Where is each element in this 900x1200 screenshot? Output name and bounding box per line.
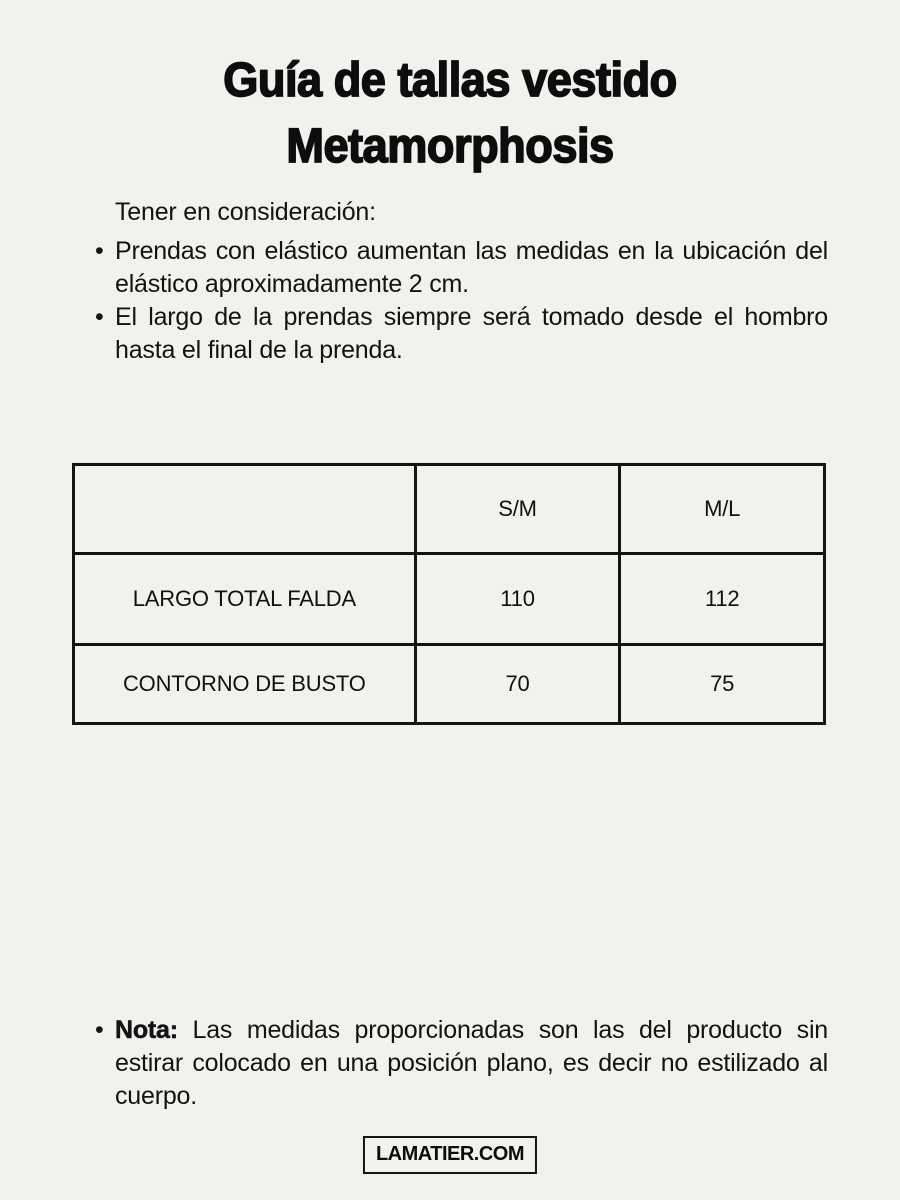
note-item	[95, 1014, 828, 1113]
value-busto-sm: 70	[415, 645, 620, 724]
considerations-section	[95, 196, 828, 367]
note-text: Las medidas proporcionadas son las del producto sin estirar colocado en una posición plano, es decir no estilizado al cuerpo.	[115, 1016, 829, 1110]
value-largo-ml: 112	[620, 554, 825, 645]
row-label-contorno-de-busto: CONTORNO DE BUSTO	[74, 645, 416, 724]
note-section	[95, 1014, 828, 1113]
considerations-heading: Tener en consideración:	[115, 198, 376, 226]
size-table	[72, 463, 826, 725]
table-row	[74, 645, 825, 724]
footer-brand-box	[363, 1136, 537, 1174]
consideration-item: • Prendas con elástico aumentan las medidas en la ubicación del elástico aproximadamente 2 cm.	[95, 235, 828, 301]
page-title-wrap	[27, 48, 873, 180]
value-largo-sm: 110	[415, 554, 620, 645]
footer-brand: LAMATIER.COM	[375, 1143, 525, 1165]
size-table-corner-cell	[74, 465, 416, 554]
size-table-col-ml: M/L	[620, 465, 825, 554]
size-table-col-sm: S/M	[415, 465, 620, 554]
table-row	[74, 554, 825, 645]
page-title: Guía de tallas vestido Metamorphosis	[223, 54, 677, 173]
consideration-item: • El largo de la prendas siempre será tomado desde el hombro hasta el final de la prenda.	[95, 301, 828, 367]
row-label-largo-total-falda: LARGO TOTAL FALDA	[74, 554, 416, 645]
value-busto-ml: 75	[620, 645, 825, 724]
note-label: Nota:	[115, 1016, 178, 1044]
size-table-header-row	[74, 465, 825, 554]
